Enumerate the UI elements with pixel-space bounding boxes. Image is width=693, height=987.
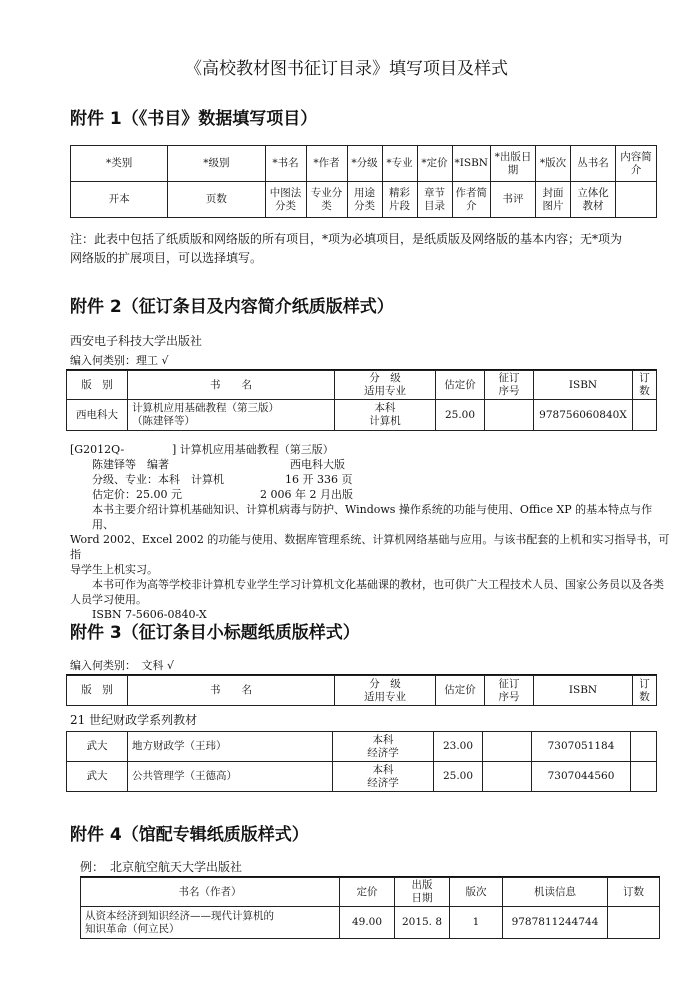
cell-order-no [485,400,534,431]
header-cell: 订数 [633,676,657,706]
cell-edition: 西电科大 [67,400,128,431]
entry-price: 估定价：25.00 元 [92,488,182,501]
cell-price: 49.00 [340,907,395,939]
cell-edition: 武大 [67,762,128,792]
field-cell [616,182,657,218]
desc-para-1 [70,502,670,532]
cell-level: 本科 经济学 [333,732,434,762]
entry-title: ] 计算机应用基础教程（第三版） [172,443,334,456]
section-1-heading: 附件 1（《书目》数据填写项目） [70,109,318,129]
cell-edition: 1 [450,907,503,939]
field-cell: *类别 [71,146,168,182]
header-cell: 机读信息 [503,878,608,907]
order-table-4 [80,877,660,939]
cell-isbn: 7307044560 [532,762,631,792]
cell-order-no [483,762,532,792]
category-label: 编入何类别：理工 √ [70,354,169,367]
field-cell: 作者简介 [452,182,491,218]
header-cell: 估定价 [436,676,485,706]
cell-price: 25.00 [436,400,485,431]
section-2-heading: 附件 2（征订条目及内容简介纸质版样式） [70,297,394,317]
section-1-note [70,230,660,268]
fields-row-optional [71,182,657,218]
header-cell: ISBN [534,371,633,400]
header-cell: 分 级 适用专业 [335,371,436,400]
book-entry [70,442,670,622]
entry-level-line [70,472,670,487]
entry-format: 16 开 336 页 [285,473,353,486]
table-row [67,762,657,792]
page-title: 《高校教材图书征订目录》填写项目及样式 [185,59,508,79]
order-table-2 [66,370,657,431]
field-cell: 立体化教材 [571,182,616,218]
header-cell: 版次 [450,878,503,907]
field-cell: 丛书名 [571,146,616,182]
cell-price: 23.00 [434,732,483,762]
cell-qty [608,907,660,939]
fields-table [70,145,657,218]
header-cell: 订数 [608,878,660,907]
header-cell: 征订 序号 [485,676,534,706]
table-row [67,732,657,762]
field-cell: 封面图片 [536,182,571,218]
publisher-name: 西安电子科技大学出版社 [70,334,203,348]
field-cell: *作者 [306,146,347,182]
note-line: 注：此表中包括了纸质版和网络版的所有项目，*项为必填项目，是纸质版及网络版的基本内容；无*项为 [70,232,623,246]
cell-book: 地方财政学（王玮） [128,732,333,762]
series-title: 21 世纪财政学系列教材 [70,713,198,727]
cell-order-no [483,732,532,762]
header-cell: 出版 日期 [395,878,450,907]
field-cell: 中图法分类 [265,182,306,218]
field-cell: *定价 [417,146,452,182]
section-3-heading: 附件 3（征订条目小标题纸质版样式） [70,623,360,643]
cell-qty [631,762,657,792]
entry-isbn: ISBN 7-5606-0840-X [92,608,207,621]
field-cell: 页数 [168,182,265,218]
cell-book: 公共管理学（王德高） [128,762,333,792]
entry-level: 分级、专业：本科 计算机 [92,473,224,486]
field-cell: 用途分类 [347,182,382,218]
cell-level: 本科 经济学 [333,762,434,792]
fields-row-required [71,146,657,182]
cell-qty [633,400,657,431]
desc-text: 本书可作为高等学校非计算机专业学生学习计算机文化基础课的教材，也可供广大工程技术人员、国家公务员以及各类 [92,578,664,591]
entry-date: 2 006 年 2 月出版 [260,488,353,501]
desc-para-1b: Word 2002、Excel 2002 的功能与使用、数据库管理系统、计算机网络基础与应用。与该书配套的上机和实习指导书，可指 [70,533,670,561]
note-line: 网络版的扩展项目，可以选择填写。 [70,251,263,265]
entry-pub: 西电科大版 [290,458,345,471]
cell-marc: 9787811244744 [503,907,608,939]
header-cell: 征订 序号 [485,371,534,400]
desc-para-2 [70,577,670,592]
entry-price-line [70,487,670,502]
table-row [81,907,660,939]
field-cell: *书名 [265,146,306,182]
cell-edition: 武大 [67,732,128,762]
table-row [67,400,657,431]
field-cell: 书评 [491,182,536,218]
field-cell: 内容简介 [616,146,657,182]
table-header-row [81,878,660,907]
header-cell: 版 别 [67,371,128,400]
cell-isbn: 7307051184 [532,732,631,762]
header-cell: 订数 [633,371,657,400]
header-cell: 定价 [340,878,395,907]
entry-authors: 陈建铎等 编著 [92,458,169,471]
entry-author-line [70,457,670,472]
cell-level: 本科 计算机 [335,400,436,431]
entry-code: [G2012Q- [70,443,125,456]
header-cell: 书名（作者） [81,878,340,907]
field-cell: *分级 [347,146,382,182]
header-cell: ISBN [534,676,633,706]
table-header-row [67,676,657,706]
header-cell: 分 级 适用专业 [335,676,436,706]
field-cell: *专业 [382,146,417,182]
cell-book: 计算机应用基础教程（第三版） （陈建铎等） [128,400,335,431]
section-4-heading: 附件 4（馆配专辑纸质版样式） [70,825,309,845]
example-publisher: 例： 北京航空航天大学出版社 [80,860,243,874]
field-cell: *版次 [536,146,571,182]
field-cell: *出版日期 [491,146,536,182]
header-cell: 版 别 [67,676,128,706]
entry-title-line [70,442,670,457]
cell-price: 25.00 [434,762,483,792]
header-cell: 书 名 [128,371,335,400]
desc-para-1c: 导学生上机实习。 [70,563,158,576]
header-cell: 估定价 [436,371,485,400]
cell-isbn: 978756060840X [534,400,633,431]
field-cell: 开本 [71,182,168,218]
field-cell: 专业分类 [306,182,347,218]
category-label: 编入何类别： 文科 √ [70,659,175,672]
cell-book: 从资本经济到知识经济——现代计算机的 知识革命（何立民） [81,907,340,939]
field-cell: *ISBN [452,146,491,182]
order-table-3-header [66,675,657,706]
field-cell: *级别 [168,146,265,182]
order-table-3 [66,731,657,792]
field-cell: 章节目录 [417,182,452,218]
header-cell: 书 名 [128,676,335,706]
table-header-row [67,371,657,400]
desc-para-2b: 人员学习使用。 [70,593,147,606]
field-cell: 精彩片段 [382,182,417,218]
cell-qty [631,732,657,762]
desc-text: 本书主要介绍计算机基础知识、计算机病毒与防护、Windows 操作系统的功能与使用、Office XP 的基本特点与作用、 [92,503,653,531]
cell-date: 2015. 8 [395,907,450,939]
